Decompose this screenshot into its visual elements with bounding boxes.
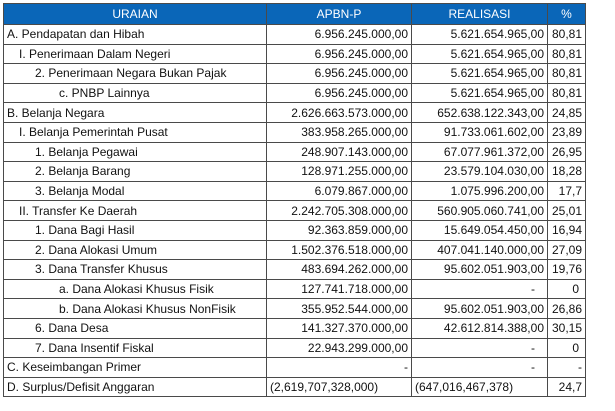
table-row [4,338,586,358]
table-row [4,181,586,201]
cell-apbn-p: 6.956.245.000,00 [267,64,412,84]
cell-realisasi: 23.579.104.030,00 [412,162,548,182]
table-row [4,318,586,338]
cell-percent: 16,94 [548,220,586,240]
table-row [4,240,586,260]
cell-percent: - [548,358,586,378]
cell-realisasi: 15.649.054.450,00 [412,220,548,240]
row-label: 2. Dana Alokasi Umum [4,240,267,260]
cell-percent: 80,81 [548,44,586,64]
table-row [4,299,586,319]
cell-percent: 80,81 [548,83,586,103]
table-row [4,103,586,123]
cell-percent: 26,95 [548,142,586,162]
cell-realisasi: 5.621.654.965,00 [412,64,548,84]
cell-apbn-p: 2.626.663.573.000,00 [267,103,412,123]
cell-realisasi: (647,016,467,378) [412,377,548,397]
cell-percent: 80,81 [548,64,586,84]
header-percent: % [548,4,586,25]
cell-percent: 30,15 [548,318,586,338]
cell-percent: 24,85 [548,103,586,123]
cell-apbn-p: - [267,358,412,378]
table-row [4,122,586,142]
row-label: a. Dana Alokasi Khusus Fisik [4,279,267,299]
cell-apbn-p: 6.956.245.000,00 [267,83,412,103]
cell-apbn-p: 127.741.718.000,00 [267,279,412,299]
cell-realisasi: 95.602.051.903,00 [412,260,548,280]
table-row [4,142,586,162]
row-label: 2. Penerimaan Negara Bukan Pajak [4,64,267,84]
cell-realisasi: 91.733.061.602,00 [412,122,548,142]
row-label: C. Keseimbangan Primer [4,358,267,378]
row-label: D. Surplus/Defisit Anggaran [4,377,267,397]
cell-apbn-p: 483.694.262.000,00 [267,260,412,280]
cell-realisasi: 95.602.051.903,00 [412,299,548,319]
budget-realization-table [3,3,586,397]
table-body [4,25,586,397]
cell-percent: 27,09 [548,240,586,260]
table-row [4,64,586,84]
cell-apbn-p: (2,619,707,328,000) [267,377,412,397]
cell-percent: 26,86 [548,299,586,319]
cell-apbn-p: 22.943.299.000,00 [267,338,412,358]
cell-realisasi: 5.621.654.965,00 [412,25,548,45]
cell-apbn-p: 383.958.265.000,00 [267,122,412,142]
cell-apbn-p: 141.327.370.000,00 [267,318,412,338]
row-label: c. PNBP Lainnya [4,83,267,103]
table-row [4,44,586,64]
row-label: I. Penerimaan Dalam Negeri [4,44,267,64]
cell-realisasi: - [412,279,548,299]
cell-realisasi: 1.075.996.200,00 [412,181,548,201]
table-row [4,162,586,182]
table-row [4,83,586,103]
table-row [4,260,586,280]
cell-apbn-p: 128.971.255.000,00 [267,162,412,182]
cell-percent: 19,76 [548,260,586,280]
cell-percent: 23,89 [548,122,586,142]
cell-realisasi: 5.621.654.965,00 [412,83,548,103]
cell-realisasi: - [412,358,548,378]
cell-percent: 24,7 [548,377,586,397]
table-row [4,201,586,221]
table-row [4,279,586,299]
row-label: I. Belanja Pemerintah Pusat [4,122,267,142]
row-label: B. Belanja Negara [4,103,267,123]
cell-apbn-p: 1.502.376.518.000,00 [267,240,412,260]
row-label: 3. Belanja Modal [4,181,267,201]
cell-percent: 0 [548,279,586,299]
row-label: 1. Belanja Pegawai [4,142,267,162]
table-row [4,377,586,397]
cell-apbn-p: 2.242.705.308.000,00 [267,201,412,221]
cell-realisasi: 407.041.140.000,00 [412,240,548,260]
cell-realisasi: 42.612.814.388,00 [412,318,548,338]
table-row [4,25,586,45]
row-label: A. Pendapatan dan Hibah [4,25,267,45]
cell-percent: 18,28 [548,162,586,182]
cell-realisasi: 652.638.122.343,00 [412,103,548,123]
row-label: 3. Dana Transfer Khusus [4,260,267,280]
cell-apbn-p: 355.952.544.000,00 [267,299,412,319]
table-header-row [4,4,586,25]
row-label: 1. Dana Bagi Hasil [4,220,267,240]
cell-apbn-p: 6.079.867.000,00 [267,181,412,201]
row-label: 6. Dana Desa [4,318,267,338]
header-realisasi: REALISASI [412,4,548,25]
cell-realisasi: - [412,338,548,358]
cell-realisasi: 5.621.654.965,00 [412,44,548,64]
cell-percent: 25,01 [548,201,586,221]
cell-apbn-p: 6.956.245.000,00 [267,44,412,64]
header-apbn-p: APBN-P [267,4,412,25]
cell-apbn-p: 6.956.245.000,00 [267,25,412,45]
table-row [4,220,586,240]
row-label: 7. Dana Insentif Fiskal [4,338,267,358]
row-label: 2. Belanja Barang [4,162,267,182]
cell-apbn-p: 248.907.143.000,00 [267,142,412,162]
cell-realisasi: 67.077.961.372,00 [412,142,548,162]
table-row [4,358,586,378]
header-uraian: URAIAN [4,4,267,25]
row-label: b. Dana Alokasi Khusus NonFisik [4,299,267,319]
row-label: II. Transfer Ke Daerah [4,201,267,221]
cell-apbn-p: 92.363.859.000,00 [267,220,412,240]
cell-percent: 0 [548,338,586,358]
cell-percent: 80,81 [548,25,586,45]
cell-percent: 17,7 [548,181,586,201]
cell-realisasi: 560.905.060.741,00 [412,201,548,221]
